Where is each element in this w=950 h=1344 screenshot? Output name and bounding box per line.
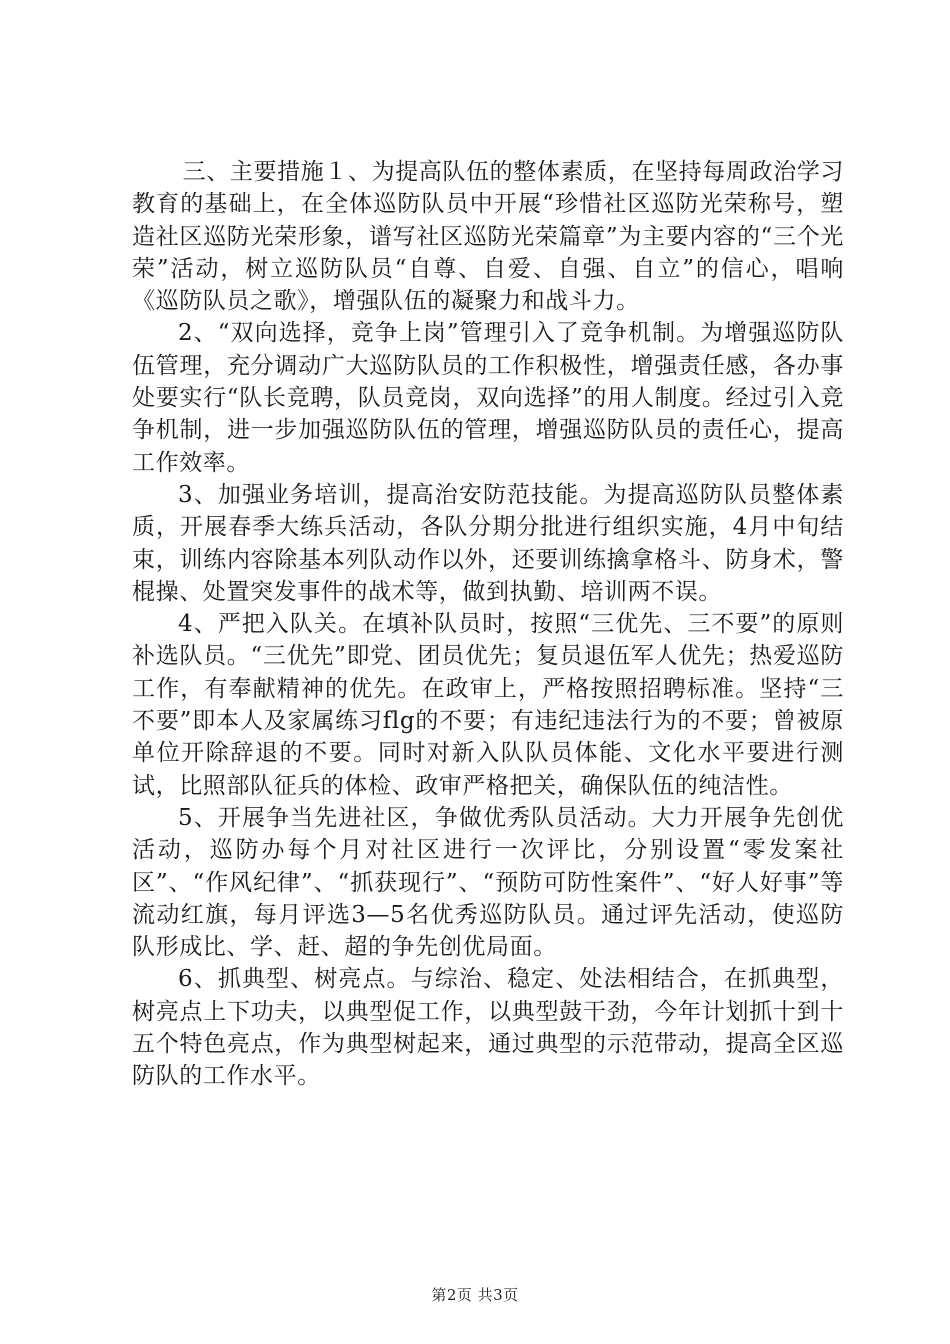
paragraph-typical-examples: 6、抓典型、树亮点。与综治、稳定、处法相结合，在抓典型，树亮点上下功夫，以典型促工作，以典型鼓干劲，今年计划抓十到十五个特色亮点，作为典型树起来，通过典型的示范带动，提高全区巡防队的工作水平。 xyxy=(132,966,844,1090)
paragraph-recruitment: 4、严把入队关。在填补队员时，按照“三优先、三不要”的原则补选队员。“三优先”即党、团员优先；复员退伍军人优先；热爱巡防工作，有奉献精神的优先。在政审上，严格按照招聘标准。坚持“三不要”即本人及家属练习flg的不要；有违纪违法行为的不要；曾被原单位开除辞退的不要。同时对新入队队员体能、文化水平要进行测试，比照部队征兵的体检、政审严格把关，确保队伍的纯洁性。 xyxy=(132,611,844,799)
paragraph-excellence-activity: 5、开展争当先进社区，争做优秀队员活动。大力开展争先创优活动，巡防办每个月对社区进行一次评比，分别设置“零发案社区”、“作风纪律”、“抓获现行”、“预防可防性案件”、“好人好事”等流动红旗，每月评选3—5名优秀巡防队员。通过评先活动，使巡防队形成比、学、赶、超的争先创优局面。 xyxy=(132,804,844,961)
paragraph-two-way-selection: 2、“双向选择，竞争上岗”管理引入了竞争机制。为增强巡防队伍管理，充分调动广大巡防队员的工作积极性，增强责任感，各办事处要实行“队长竞聘，队员竞岗，双向选择”的用人制度。经过引入竞争机制，进一步加强巡防队伍的管理，增强巡防队员的责任心，提高工作效率。 xyxy=(132,320,844,476)
paragraph-training: 3、加强业务培训，提高治安防范技能。为提高巡防队员整体素质，开展春季大练兵活动，各队分期分批进行组织实施，4月中旬结束，训练内容除基本列队动作以外，还要训练擒拿格斗、防身术，警棍操、处置突发事件的战术等，做到执勤、培训两不误。 xyxy=(132,481,844,605)
body-text xyxy=(132,156,844,1093)
paragraph-main-measures: 三、主要措施１、为提高队伍的整体素质，在坚持每周政治学习教育的基础上，在全体巡防队员中开展“珍惜社区巡防光荣称号，塑造社区巡防光荣形象，谱写社区巡防光荣篇章”为主要内容的“三个光荣”活动，树立巡防队员“自尊、自爱、自强、自立”的信心，唱响《巡防队员之歌》，增强队伍的凝聚力和战斗力。 xyxy=(132,159,844,315)
page-footer: 第2页 共3页 xyxy=(431,1286,519,1304)
